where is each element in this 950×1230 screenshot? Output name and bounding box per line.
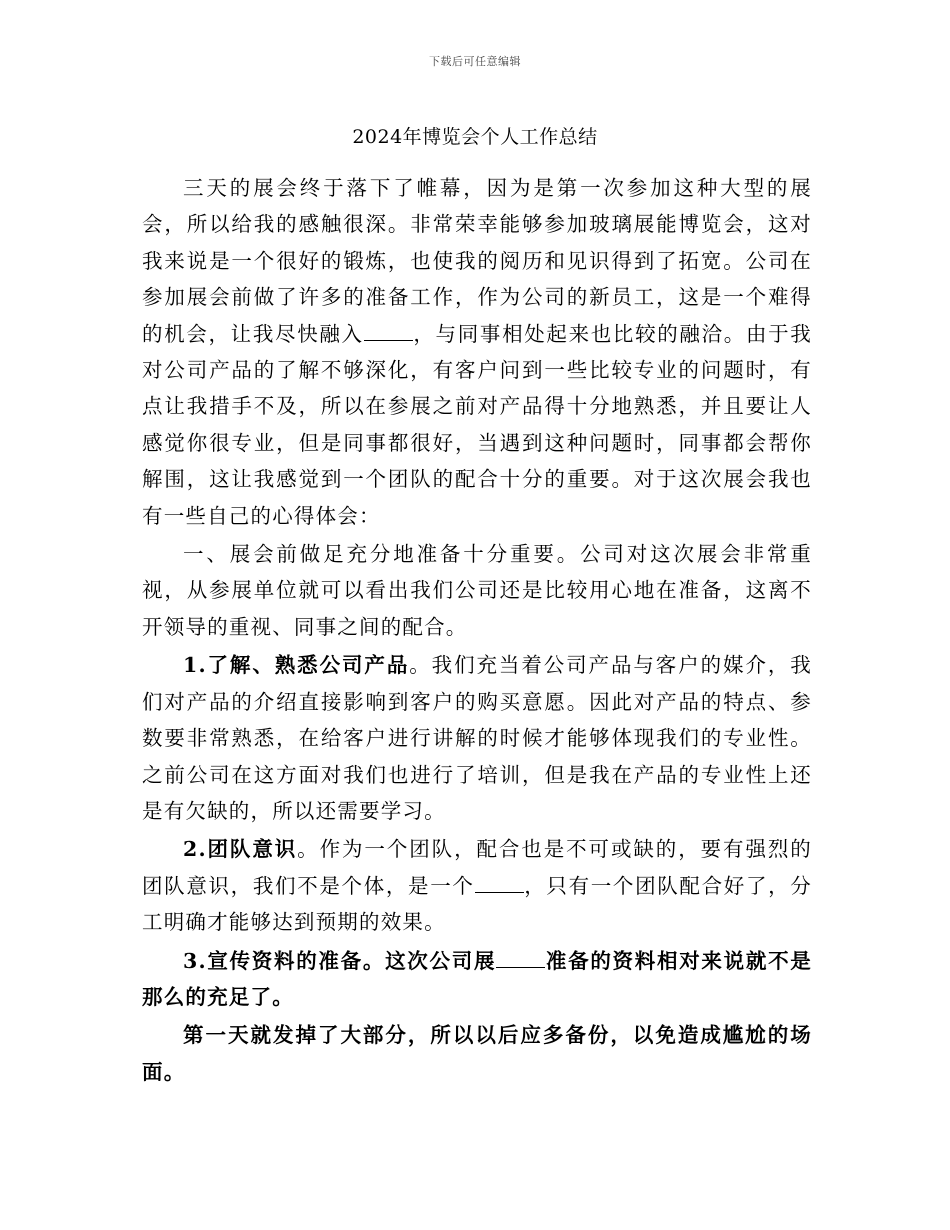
paragraph-closing: 第一天就发掉了大部分，所以以后应多备份，以免造成尴尬的场面。 — [142, 1023, 812, 1084]
item-one-text: 。我们充当着公司产品与客户的媒介，我们对产品的介绍直接影响到客户的购买意愿。因此对产品的特点、参数要非常熟悉，在给客户进行讲解的时候才能够体现我们的专业性。之前公司在这方面对我们也进行了培训，但是我在产品的专业性上还是有欠缺的，所以还需要学习。 — [142, 653, 812, 823]
document-title: 2024年博览会个人工作总结 — [352, 126, 598, 148]
blank-underline — [496, 948, 545, 967]
item-three-text-b: 准备的资料相对来说就不是那么的充足了。 — [142, 948, 812, 1009]
header-note: 下载后可任意编辑 — [429, 55, 521, 68]
item-one-heading: 1.了解、熟悉公司产品 — [183, 653, 410, 678]
paragraph-section-one: 一、展会前做足充分地准备十分重要。公司对这次展会非常重视，从参展单位就可以看出我们公司还是比较用心地在准备，这离不开领导的重视、同事之间的配合。 — [142, 542, 812, 639]
paragraph-item-three — [142, 943, 812, 1016]
blank-underline — [475, 873, 524, 892]
item-two-text-a: 。作为一个团队，配合也是不可或缺的，要有强烈的团队意识，我们不是个体，是一个 — [142, 837, 812, 898]
item-two-heading: 2.团队意识 — [183, 837, 298, 862]
paragraph-item-two — [142, 831, 812, 940]
paragraph-item-one — [142, 647, 812, 829]
paragraph-intro — [142, 170, 812, 534]
paragraph-intro-text-b: ，与同事相处起来也比较的融洽。由于我对公司产品的了解不够深化，有客户问到一些比较专业的问题时，有点让我措手不及，所以在参展之前对产品得十分地熟悉，并且要让人感觉你很专业，但是同事都很好，当遇到这种问题时，同事都会帮你解围，这让我感觉到一个团队的配合十分的重要。对于这次展会我也有一些自己的心得体会： — [142, 321, 812, 528]
document-body — [142, 170, 812, 1090]
item-two-text-b: ，只有一个团队配合好了，分工明确才能够达到预期的效果。 — [142, 873, 812, 935]
blank-underline — [364, 321, 413, 340]
item-three-text-a: 3.宣传资料的准备。这次公司展 — [183, 948, 497, 973]
paragraph-intro-text-a: 三天的展会终于落下了帷幕，因为是第一次参加这种大型的展会，所以给我的感触很深。非常荣幸能够参加玻璃展能博览会，这对我来说是一个很好的锻炼，也使我的阅历和见识得到了拓宽。公司在参加展会前做了许多的准备工作，作为公司的新员工，这是一个难得的机会，让我尽快融入 — [142, 176, 812, 346]
